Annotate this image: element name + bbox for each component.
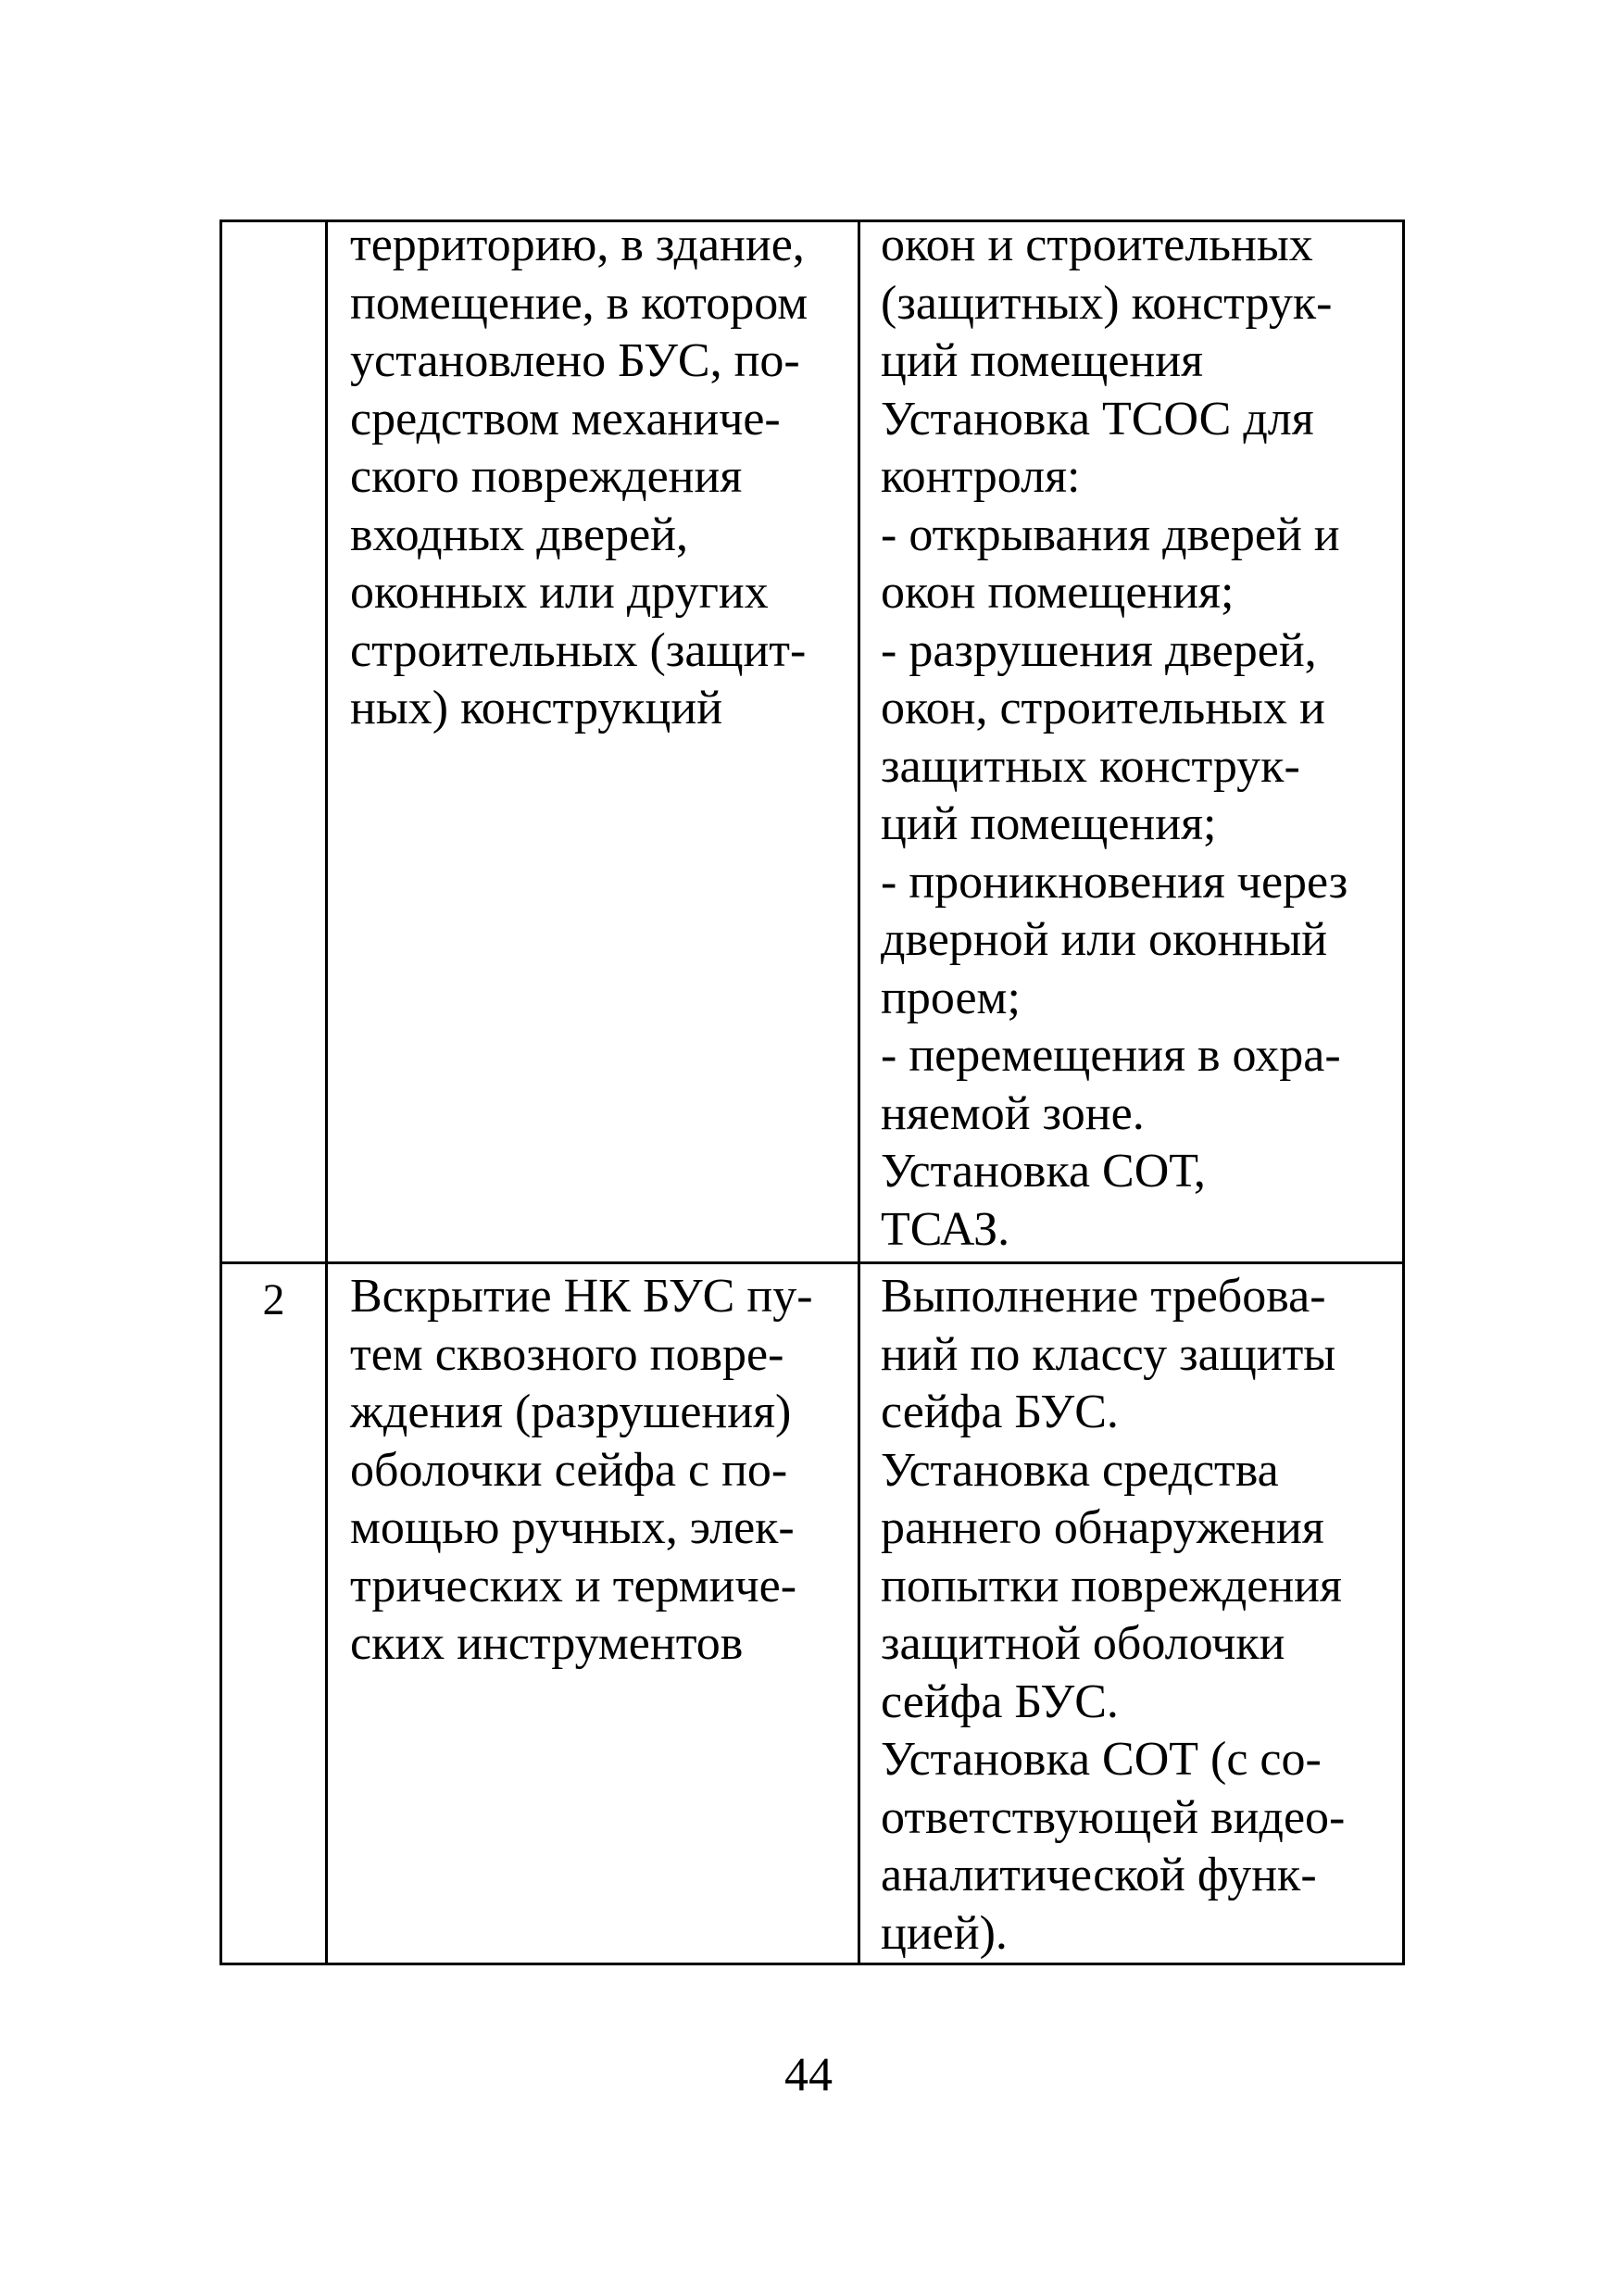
measure-text: [860, 1268, 1402, 1963]
threat-cell: [327, 221, 859, 1263]
text-line: ний по классу защиты: [881, 1327, 1336, 1381]
text-line: оконных или других: [350, 566, 769, 619]
measure-text: [860, 217, 1402, 1259]
text-line: Установка ТСОС для: [881, 392, 1314, 445]
text-line: - проникновения через: [881, 855, 1348, 909]
text-line: попытки повреждения: [881, 1559, 1342, 1612]
text-line: защитной оболочки: [881, 1617, 1285, 1670]
text-line: строительных (защит-: [350, 623, 807, 677]
text-line: средством механиче-: [350, 392, 781, 445]
text-line: раннего обнаружения: [881, 1501, 1324, 1554]
text-line: контроля:: [881, 450, 1081, 503]
text-line: аналитической функ-: [881, 1849, 1317, 1901]
threat-cell: [327, 1263, 859, 1964]
text-line: входных дверей,: [350, 508, 688, 561]
text-line: мощью ручных, элек-: [350, 1501, 795, 1554]
measure-cell: [859, 1263, 1404, 1964]
text-line: няемой зоне.: [881, 1086, 1145, 1140]
text-line: ответствующей видео-: [881, 1790, 1346, 1844]
text-line: окон и строительных: [881, 219, 1313, 271]
text-line: территорию, в здание,: [350, 219, 805, 271]
text-line: трических и термиче-: [350, 1559, 797, 1612]
text-line: ций помещения;: [881, 797, 1217, 850]
text-line: окон помещения;: [881, 566, 1235, 619]
text-line: - открывания дверей и: [881, 508, 1340, 561]
text-line: защитных конструк-: [881, 739, 1300, 793]
text-line: (защитных) конструк-: [881, 276, 1333, 330]
text-line: дверной или оконный: [881, 913, 1328, 966]
text-line: оболочки сейфа с по-: [350, 1443, 788, 1497]
row-number-cell: [221, 221, 327, 1263]
text-line: проем;: [881, 971, 1021, 1024]
text-line: ТСАЗ.: [881, 1202, 1010, 1256]
text-line: - разрушения дверей,: [881, 623, 1317, 677]
measure-cell: [859, 221, 1404, 1263]
page-number: 44: [784, 2049, 833, 2102]
text-line: ских инструментов: [350, 1617, 744, 1670]
threats-table: [219, 220, 1405, 1965]
text-line: помещение, в котором: [350, 276, 808, 330]
text-line: тем сквозного повре-: [350, 1327, 784, 1381]
text-line: Вскрытие НК БУС пу-: [350, 1270, 813, 1323]
text-line: ского повреждения: [350, 450, 743, 503]
text-line: сейфа БУС.: [881, 1386, 1119, 1438]
text-line: ных) конструкций: [350, 682, 723, 734]
text-line: ций помещения: [881, 334, 1204, 387]
table-row: [221, 221, 1404, 1263]
threat-text: [328, 1268, 858, 1674]
text-line: Установка СОТ,: [881, 1145, 1206, 1198]
threat-text: [328, 217, 858, 738]
row-number-cell: 2: [221, 1263, 327, 1964]
table-row: [221, 1263, 1404, 1964]
text-line: - перемещения в охра-: [881, 1029, 1341, 1082]
text-line: сейфа БУС.: [881, 1675, 1119, 1728]
text-line: окон, строительных и: [881, 682, 1325, 734]
text-line: ждения (разрушения): [350, 1386, 792, 1438]
text-line: установлено БУС, по-: [350, 334, 800, 387]
text-line: цией).: [881, 1906, 1008, 1960]
text-line: Установка средства: [881, 1443, 1279, 1497]
text-line: Установка СОТ (с со-: [881, 1733, 1322, 1786]
text-line: Выполнение требова-: [881, 1270, 1326, 1323]
